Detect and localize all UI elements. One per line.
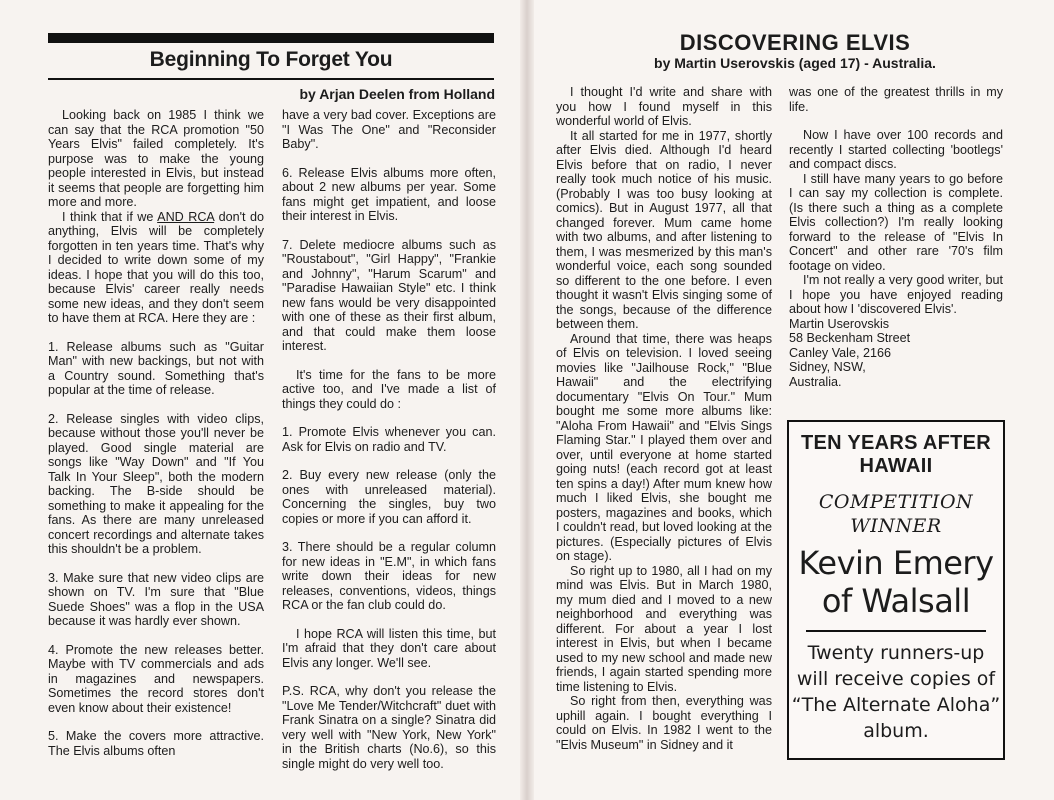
paragraph: So right up to 1980, all I had on my mind was Elvis. But in March 1980, my mum died and I moved to a new neighborhood and everything was different. For about a year I lost interest in Elvis, but when I became used to my new school and made new friends, I again started spending more time listening to Elvis.: [556, 563, 772, 694]
title-bottom-rule: [48, 78, 494, 80]
paragraph: Looking back on 1985 I think we can say that the RCA promotion "50 Years Elvis" failed completely. It's purpose was to make the young people interested in Elvis, but instead it seems that people are forgetting him more and more.: [48, 108, 264, 209]
left-article-byline: by Arjan Deelen from Holland: [299, 86, 495, 102]
competition-box: [787, 420, 1005, 760]
box-divider: [806, 630, 986, 632]
paragraph: I hope RCA will listen this time, but I'm afraid that they don't care about Elvis any longer. We'll see.: [282, 626, 496, 670]
paragraph: I thought I'd write and share with you how I found myself in this wonderful world of Elvis.: [556, 85, 772, 128]
paragraph: Around that time, there was heaps of Elvis on television. I loved seeing movies like "Jailhouse Rock," "Blue Hawaii" and the electrifying documentary "Elvis On Tour." Mum bought me some more albums like: "Aloha From Hawaii" and "Elvis Sings Flaming Star." I played them over and over, until everyone at home started going nuts! (each record got at least ten spins a day!) After mum knew how much I liked Elvis, she bought me posters, magazines and books, which I couldn't read, but loved looking at the pictures. (Especially pictures of Elvis on stage).: [556, 331, 772, 563]
list-item: 2. Release singles with video clips, because without those you'll never be played. Good single material are songs like "Way Down" and "If You Talk In Your Sleep", both the modern backing. The B-side should be something to make it appealing for the fans. As there are many unreleased concert recordings and alternate takes this shouldn't be a problem.: [48, 411, 264, 556]
list-item: 3. Make sure that new video clips are shown on TV. I'm sure that "Blue Suede Shoes" was a flop in the USA because it was hardly ever shown.: [48, 570, 264, 628]
address-line: Martin Userovskis: [789, 316, 890, 331]
list-item: 1. Promote Elvis whenever you can. Ask for Elvis on radio and TV.: [282, 425, 496, 454]
paragraph: It all started for me in 1977, shortly after Elvis died. Although I'd heard Elvis before that on radio, I never really took much notice of his music. (Probably I was too busy looking at comics). But in August 1977, all that changed forever. Mum came home with two albums, and after listening to them, I was mesmerized by this man's wonderful voice, each song sounded so different to the one before. I even thought it wasn't Elvis singing some of the songs, because of the difference between them.: [556, 128, 772, 331]
list-item: 1. Release albums such as "Guitar Man" with new backings, but not with a Country sound. Something that's popular at the time of release.: [48, 339, 264, 397]
prize-text: Twenty runners-up will receive copies of “The Alternate Aloha” album.: [791, 642, 1001, 742]
left-article-column-2: [282, 108, 496, 771]
right-article-byline: by Martin Userovskis (aged 17) - Australia.: [654, 55, 936, 71]
paragraph: Now I have over 100 records and recently I started collecting 'bootlegs' and compact discs.: [789, 128, 1003, 171]
right-article-column-1: [556, 85, 772, 752]
paragraph: I'm not really a very good writer, but I hope you have enjoyed reading about how I 'discovered Elvis'.: [789, 273, 1003, 316]
paragraph: It's time for the fans to be more active too, and I've made a list of things they could do :: [282, 367, 496, 411]
competition-heading: TEN YEARS AFTER HAWAII: [800, 432, 992, 477]
paragraph: I still have many years to go before I can say my collection is complete. (Is there such a thing as a complete Elvis collection?) I'm really looking forward to the release of "Elvis In Concert" and other rare '70's film footage on video.: [789, 171, 1003, 273]
list-item: 7. Delete mediocre albums such as "Roustabout", "Girl Happy", "Frankie and Johnny", "Harum Scarum" and "Paradise Hawaiian Style" etc. I think new fans would be very disappointed with one of these as their first album, and that could make them loose interest.: [282, 237, 496, 353]
list-item: 5. Make the covers more attractive. The Elvis albums often: [48, 729, 264, 758]
right-article-column-2: [789, 85, 1003, 389]
left-article-title: Beginning To Forget You: [149, 48, 393, 71]
address-line: Australia.: [789, 374, 842, 389]
paragraph: have a very bad cover. Exceptions are "I Was The One" and "Reconsider Baby".: [282, 108, 496, 151]
address-line: Canley Vale, 2166: [789, 345, 891, 360]
list-item: 6. Release Elvis albums more often, about 2 new albums per year. Some fans might get impatient, and loose their interest in Elvis.: [282, 165, 496, 223]
list-item: 2. Buy every new release (only the ones with unreleased material). Concerning the singles, buy two copies or more if you can afford it.: [282, 468, 496, 526]
address-line: Sidney, NSW,: [789, 360, 866, 374]
competition-subheading: COMPETITION WINNER: [818, 491, 974, 537]
paragraph: P.S. RCA, why don't you release the "Love Me Tender/Witchcraft" duet with Frank Sinatra on a single? Sinatra did very well with "New York, New York" in the British charts (No.6), so this single might do very well too.: [282, 684, 496, 771]
list-item: 4. Promote the new releases better. Maybe with TV commercials and ads in magazines and newspapers. Sometimes the record stores don't even know about their existence!: [48, 642, 264, 715]
address-line: 58 Beckenham Street: [789, 331, 911, 345]
paragraph: was one of the greatest thrills in my life.: [789, 85, 1003, 114]
author-address: [789, 317, 1003, 390]
list-item: 3. There should be a regular column for new ideas in "E.M", in which fans write down their ideas for new releases, conventions, videos, things RCA or the fan club could do.: [282, 540, 496, 612]
paragraph: So right from then, everything was uphill again. I bought everything I could on Elvis. In 1982 I went to the "Elvis Museum" in Sidney and it: [556, 694, 772, 752]
paragraph: I think that if we AND RCA don't do anything, Elvis will be completely forgotten in ten years time. That's why I decided to write down some of my ideas. I hope that you will do this too, because Elvis' career really needs some new ideas, and they don't seem to have them at RCA. Here they are :: [48, 209, 265, 325]
right-article-title: DISCOVERING ELVIS: [679, 30, 911, 55]
left-article-column-1: [48, 108, 264, 758]
title-top-bar: [48, 33, 494, 43]
page-gutter: [520, 0, 534, 800]
winner-name: Kevin Emery of Walsall: [798, 544, 994, 620]
